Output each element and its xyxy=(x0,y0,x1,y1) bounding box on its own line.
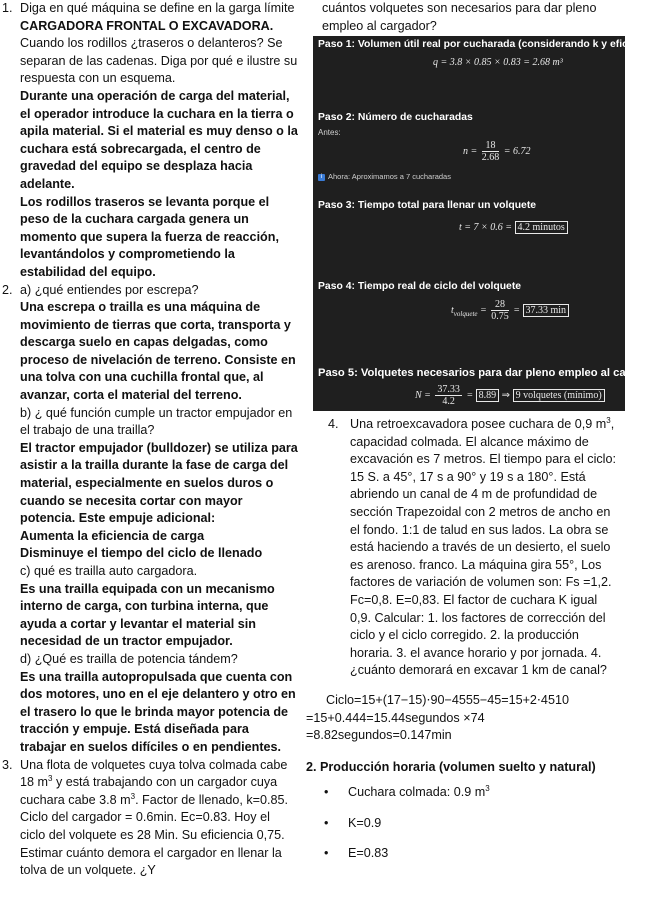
list-item: • Cuchara colmada: 0.9 $m^3$ xyxy=(306,784,625,802)
question-4-text: Una retroexcavadora posee cuchara de 0,9 $m^3$, capacidad colmada. El alcance máximo de excavación es 7 metros. El tiempo para el ciclo: 15 S. a 45°, 17 s a 90° y 19 s a 180°. Está abriendo un canal de 4 m de profundidad de sección Trapezoidal con 2 metros de ancho en el fondo. 1:1 de talud en sus lados. La obra se está haciendo a través de un desierto, el suelo es arenoso. franco. La máquina gira 55°, Los factores de variación de volumen son: Fs =1,2. Fc=0,8. E=0,83. El factor de cuchara K igual 0,9. Calcular: 1. los factores de corrección del ciclo y el ciclo corregido. 2. la producción horaria. 3. el avance horario y por jornada. 4. ¿cuánto demorará en excavar 1 km de canal? xyxy=(350,416,616,678)
question-1-answer-1: Durante una operación de carga del material, el operador introduce la cuchara en la tierra o apila material. Si el material es muy denso o la cuchara está sobrecargada, el centro de gravedad del equipo se desplaza hacia adelante. xyxy=(20,88,298,191)
step-4-title: Paso 4: Tiempo real de ciclo del volquete xyxy=(318,281,522,292)
question-3-tail: cuántos volquetes son necesarios para dar pleno empleo al cargador? xyxy=(322,1,597,33)
question-number: 2. xyxy=(2,282,13,297)
question-2c: c) qué es trailla auto cargadora. xyxy=(20,564,198,578)
question-2d: d) ¿Qué es trailla de potencia tándem? xyxy=(20,651,238,666)
question-number: 3. xyxy=(2,757,13,772)
left-column xyxy=(0,0,298,880)
question-2 xyxy=(0,282,298,757)
calc-line-1: Ciclo=15+(17−15)⋅90−4555−45=15+2⋅4510 xyxy=(326,692,569,707)
question-number: 4. xyxy=(328,417,339,431)
step-5-title: Paso 5: Volquetes necesarios para dar pleno empleo al cargador xyxy=(318,367,661,379)
question-2c-answer: Es una trailla equipada con un mecanismo interno de carga, con turbina interna, que ayuda a cortar y levantar el material sin necesidad de un tractor empujador. xyxy=(20,581,275,649)
step-2-note: i Ahora: Aproximamos a 7 cucharadas xyxy=(318,172,451,181)
question-number: 1. xyxy=(2,1,13,15)
list-item: • K=0.9 xyxy=(306,815,625,833)
production-list xyxy=(306,784,625,863)
question-2a-answer: Una escrepa o trailla es una máquina de movimiento de tierras que corta, transporta y descarga suelo en capas delgadas, como proceso de nivelación de terreno. Consiste en una tolva con una cuchilla frontal que, al avanzar, corta el material del terreno. xyxy=(20,300,296,403)
right-column-lower xyxy=(306,416,625,876)
step-2-title: Paso 2: Número de cucharadas xyxy=(318,112,473,123)
question-2b: b) ¿ qué función cumple un tractor empujador en el trabajo de una trailla? xyxy=(20,405,293,438)
question-1 xyxy=(0,0,298,282)
calc-line-2: =15+0.444=15.44segundos ×74 xyxy=(306,710,485,725)
question-2b-answer: El tractor empujador (bulldozer) se utiliza para asistir a la trailla durante la fase de carga del material, especialmente en suelos duros o cuando se necesita cortar con mayor potencia. Este empuje adicional: xyxy=(20,440,298,526)
question-4 xyxy=(306,416,625,680)
step-3-title: Paso 3: Tiempo total para llenar un volquete xyxy=(318,200,537,211)
question-2b-point-2: Disminuye el tiempo del ciclo de llenado xyxy=(20,546,263,561)
step-4-equation: $t_{volquete}$ = $\frac{28}{0.75}$ = 37.33 min xyxy=(451,299,569,322)
calc-line-3: =8.82segundos=0.147min xyxy=(306,728,452,743)
cycle-calculation xyxy=(306,692,625,745)
production-heading: 2. Producción horaria (volumen suelto y natural) xyxy=(306,759,596,774)
info-icon: i xyxy=(318,174,325,181)
step-2-equation: n = $\frac{18}{2.68}$ = 6.72 xyxy=(463,140,531,163)
question-3 xyxy=(0,757,298,880)
step-2-subtitle: Antes: xyxy=(318,128,341,137)
solution-panel xyxy=(313,36,661,411)
question-1-text: Diga en qué máquina se define en la garga límite CARGADORA FRONTAL O EXCAVADORA. Cuando los rodillos ¿traseros o delanteros? Se separan de las cadenas. Diga por qué e ilustre su respuesta con un esquema. xyxy=(20,1,298,86)
question-2d-answer: Es una trailla autopropulsada que cuenta con dos motores, uno en el eje delantero y otro en el trasero lo que le brinda mayor potencia de tracción y empuje. Está diseñada para trabajar en suelos difíciles o en pendientes. xyxy=(20,669,296,754)
list-item: • E=0.83 xyxy=(306,845,625,863)
question-3-text: Una flota de volquetes cuya tolva colmada cabe 18 $m^3$ y está trabajando con un cargador cuya cuchara cabe 3.8 $m^3$. Factor de llenado, k=0.85. Ciclo del cargador = 0.6min. Ec=0.83. Hoy el ciclo del volquete es 28 Min. Su eficiencia 0,75. Estimar cuánto demora el cargador en llenar la tolva de un volquete. ¿Y xyxy=(20,757,289,878)
step-3-equation: t = 7 × 0.6 = 4.2 minutos xyxy=(459,222,568,233)
step-5-equation: N = $\frac{37.33}{4.2}$ = 8.89 ⇒ 9 volquetes (mínimo) xyxy=(415,384,605,407)
step-1-title: Paso 1: Volumen útil real por cucharada (considerando k y eficiencia) xyxy=(318,39,661,50)
step-1-equation: q = 3.8 × 0.85 × 0.83 = 2.68 m³ xyxy=(433,57,563,68)
right-column xyxy=(306,0,625,35)
question-2b-point-1: Aumenta la eficiencia de carga xyxy=(20,528,205,543)
question-1-answer-2: Los rodillos traseros se levanta porque el peso de la cuchara cargada genera un momento que supera la fuerza de reacción, levantándolos y comprometiendo la estabilidad del equipo. xyxy=(20,194,279,279)
question-2a: a) ¿qué entiendes por escrepa? xyxy=(20,282,199,297)
